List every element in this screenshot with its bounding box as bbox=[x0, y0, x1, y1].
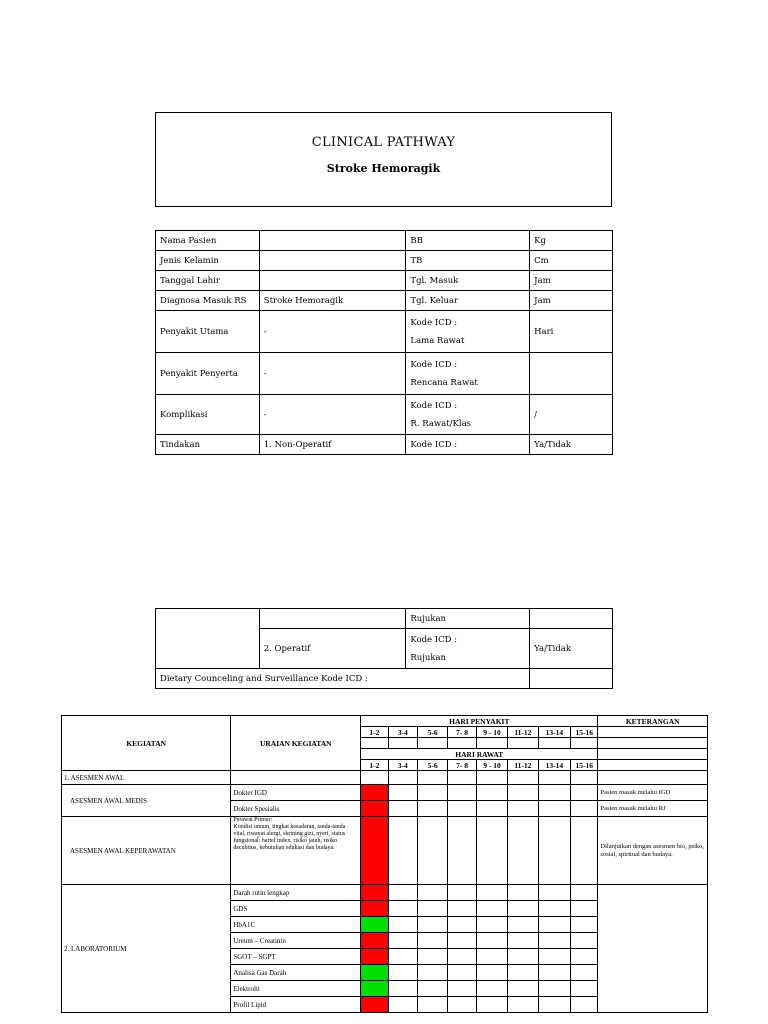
day-header: 15-16 bbox=[571, 760, 598, 771]
day-header: 5-6 bbox=[417, 760, 447, 771]
section-label: 1. ASESMEN AWAL bbox=[62, 771, 231, 785]
field-icd: Kode ICD : bbox=[410, 359, 458, 370]
label-cell: Diagnosa Masuk RS bbox=[156, 291, 260, 311]
status-cell-red bbox=[361, 933, 388, 949]
item-label: Elektrolit bbox=[231, 981, 361, 997]
status-cell-red bbox=[361, 801, 388, 817]
table-row bbox=[156, 271, 613, 291]
day-header: 1-2 bbox=[361, 760, 388, 771]
section-label: ASESMEN AWAL MEDIS bbox=[62, 785, 231, 817]
table-row bbox=[156, 609, 613, 629]
field-cell: Tgl. Masuk bbox=[406, 271, 530, 291]
item-label: Dokter IGD bbox=[231, 785, 361, 801]
table-row bbox=[156, 395, 613, 435]
table-row bbox=[156, 435, 613, 455]
status-cell-red bbox=[361, 949, 388, 965]
day-header: 3-4 bbox=[388, 760, 417, 771]
dietary-cell: Dietary Counceling and Surveillance Kode ICD : bbox=[156, 669, 530, 689]
note-cell: Pasien masuk melalui IGD bbox=[598, 785, 708, 801]
item-label: Analisa Gas Darah bbox=[231, 965, 361, 981]
label-cell: Tindakan bbox=[156, 435, 260, 455]
unit-cell: / bbox=[530, 395, 613, 435]
day-header: 11-12 bbox=[508, 760, 538, 771]
day-header: 7- 8 bbox=[448, 727, 476, 738]
field-icd: Kode ICD : bbox=[410, 634, 458, 645]
empty-cell bbox=[259, 609, 406, 629]
status-cell-green bbox=[361, 981, 388, 997]
field-rujukan: Rujukan bbox=[410, 652, 447, 663]
status-cell-red bbox=[361, 785, 388, 801]
day-header: 15-16 bbox=[571, 727, 598, 738]
day-header: 3-4 bbox=[388, 727, 417, 738]
unit-cell: Jam bbox=[530, 271, 613, 291]
status-cell-red bbox=[361, 885, 388, 901]
status-cell-green bbox=[361, 965, 388, 981]
value-cell[interactable] bbox=[259, 231, 406, 251]
table-row bbox=[156, 311, 613, 353]
table-row bbox=[156, 353, 613, 395]
label-cell: Penyakit Utama bbox=[156, 311, 260, 353]
value-cell[interactable]: - bbox=[259, 353, 406, 395]
unit-cell: Cm bbox=[530, 251, 613, 271]
label-cell: Komplikasi bbox=[156, 395, 260, 435]
field-cell bbox=[406, 311, 530, 353]
label-cell: Tanggal Lahir bbox=[156, 271, 260, 291]
note-cell: Pasien masuk melalui RJ bbox=[598, 801, 708, 817]
field-icd: Kode ICD : bbox=[410, 400, 458, 411]
label-cell: Nama Pasien bbox=[156, 231, 260, 251]
tindakan-continuation-table bbox=[155, 608, 613, 689]
field-icd: Kode ICD : bbox=[410, 317, 458, 328]
table-row bbox=[62, 885, 708, 901]
empty-cell bbox=[598, 749, 708, 760]
status-cell-red bbox=[361, 817, 388, 885]
unit-cell: Hari bbox=[530, 311, 613, 353]
table-row bbox=[62, 817, 708, 885]
keterangan-header: KETERANGAN bbox=[598, 716, 708, 727]
day-header: 11-12 bbox=[508, 727, 538, 738]
table-row bbox=[62, 771, 708, 785]
field-cell: BB bbox=[406, 231, 530, 251]
item-label: GDS bbox=[231, 901, 361, 917]
table-row bbox=[156, 291, 613, 311]
unit-cell: Kg bbox=[530, 231, 613, 251]
label-cell: Penyakit Penyerta bbox=[156, 353, 260, 395]
document-title: CLINICAL PATHWAY bbox=[311, 135, 456, 150]
note-cell: Dilanjutkan dengan asesmen bio, psiko, sosial, spiritual dan budaya. bbox=[598, 817, 708, 885]
empty-cell bbox=[156, 609, 260, 669]
empty-cell bbox=[598, 885, 708, 1013]
activity-table bbox=[61, 715, 708, 1013]
operatif-cell: 2. Operatif bbox=[259, 629, 406, 669]
unit-cell: Jam bbox=[530, 291, 613, 311]
empty-cell bbox=[530, 609, 613, 629]
day-header: 1-2 bbox=[361, 727, 388, 738]
day-header: 13-14 bbox=[538, 760, 570, 771]
item-label: Dokter Spesialis bbox=[231, 801, 361, 817]
table-row bbox=[156, 669, 613, 689]
day-header: 13-14 bbox=[538, 727, 570, 738]
field-cell: TB bbox=[406, 251, 530, 271]
status-cell-red bbox=[361, 997, 388, 1013]
document-subtitle: Stroke Hemoragik bbox=[326, 162, 441, 175]
table-row bbox=[156, 251, 613, 271]
day-header: 9 - 10 bbox=[476, 760, 507, 771]
section-label: 2. LABORATORIUM bbox=[62, 885, 231, 1013]
ya-tidak-cell: Ya/Tidak bbox=[530, 629, 613, 669]
title-box bbox=[155, 112, 612, 207]
value-cell[interactable]: - bbox=[259, 395, 406, 435]
section-label: ASESMEN AWAL KEPERAWATAN bbox=[62, 817, 231, 885]
empty-cell bbox=[598, 738, 708, 749]
empty-cell bbox=[598, 727, 708, 738]
unit-cell bbox=[530, 353, 613, 395]
table-row bbox=[156, 231, 613, 251]
hari-penyakit-header: HARI PENYAKIT bbox=[361, 716, 598, 727]
uraian-header: URAIAN KEGIATAN bbox=[231, 716, 361, 771]
field-secondary: R. Rawat/Klas bbox=[410, 418, 472, 429]
value-cell[interactable] bbox=[259, 271, 406, 291]
value-cell[interactable]: Stroke Hemoragik bbox=[259, 291, 406, 311]
item-label: HbA1C bbox=[231, 917, 361, 933]
field-cell bbox=[406, 353, 530, 395]
kegiatan-header: KEGIATAN bbox=[62, 716, 231, 771]
unit-cell: Ya/Tidak bbox=[530, 435, 613, 455]
item-label: Darah rutin lengkap bbox=[231, 885, 361, 901]
day-header: 7- 8 bbox=[448, 760, 476, 771]
label-cell: Jenis Kelamin bbox=[156, 251, 260, 271]
field-cell: Kode ICD : bbox=[406, 435, 530, 455]
status-cell-green bbox=[361, 917, 388, 933]
item-label: SGOT – SGPT bbox=[231, 949, 361, 965]
day-header: 5-6 bbox=[417, 727, 447, 738]
field-secondary: Rencana Rawat bbox=[410, 377, 478, 388]
patient-info-table bbox=[155, 230, 613, 455]
item-label: Profil Lipid bbox=[231, 997, 361, 1013]
item-label: Ureum – Creatinin bbox=[231, 933, 361, 949]
field-cell: Tgl. Keluar bbox=[406, 291, 530, 311]
empty-cell bbox=[598, 760, 708, 771]
value-cell[interactable] bbox=[259, 251, 406, 271]
value-cell[interactable]: 1. Non-Operatif bbox=[259, 435, 406, 455]
hari-rawat-header: HARI RAWAT bbox=[361, 749, 598, 760]
field-cell bbox=[406, 395, 530, 435]
item-label: Perawat Primer: Kondisi umum, tingkat kesadaran, tanda-tanda vital, riwayat alergi, skrining gizi, nyeri, status fungsional: bartel index, risiko jatuh, risiko decubitus, kebutuhan edukasi dan budaya. bbox=[231, 817, 361, 885]
rujukan-cell: Rujukan bbox=[406, 609, 530, 629]
field-secondary: Lama Rawat bbox=[410, 335, 465, 346]
empty-cell bbox=[530, 669, 613, 689]
table-row bbox=[62, 785, 708, 801]
value-cell[interactable]: - bbox=[259, 311, 406, 353]
day-header: 9 - 10 bbox=[476, 727, 507, 738]
table-row bbox=[62, 716, 708, 727]
status-cell-red bbox=[361, 901, 388, 917]
icd-cell bbox=[406, 629, 530, 669]
